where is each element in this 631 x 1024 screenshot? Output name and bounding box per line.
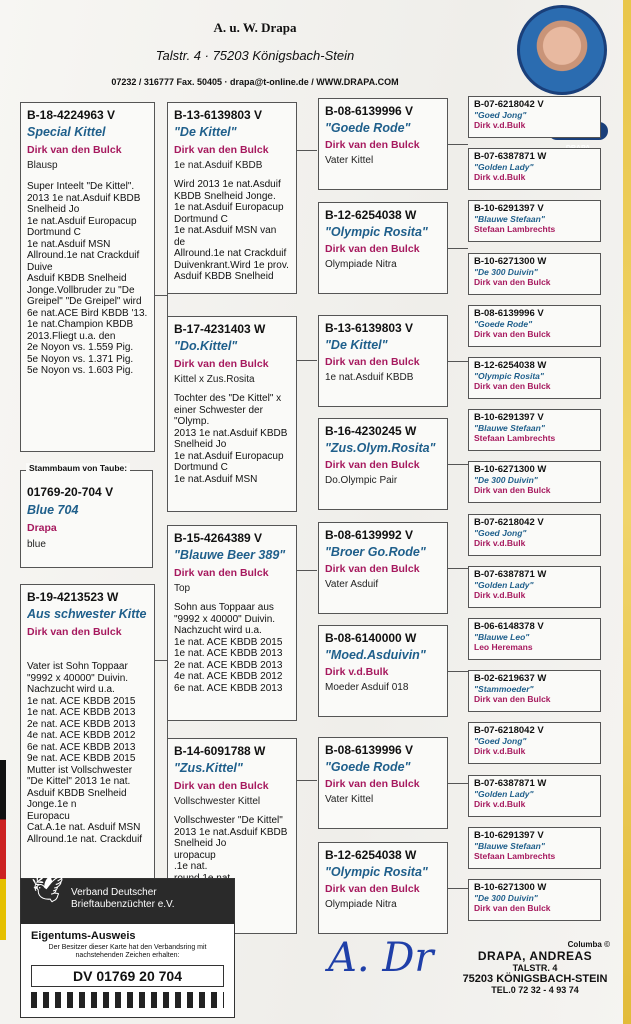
great-grandparent-box	[318, 842, 448, 934]
ancestor-box	[468, 670, 601, 712]
grandparent-name: "De Kittel"	[174, 125, 237, 139]
connector	[448, 361, 468, 362]
ownership-card	[20, 874, 235, 1018]
info-line: Wird 2013 1e nat.Asduif	[174, 179, 281, 190]
ring-number: DV 01769 20 704	[31, 965, 224, 987]
org-line-2: Brieftaubenzüchter e.V.	[71, 899, 175, 910]
ggp-name: "De Kittel"	[325, 338, 388, 352]
info-line: 5e Noyon vs. 1.371 Pig.	[27, 353, 134, 365]
ancestor-name: "Goede Rode"	[474, 318, 533, 329]
info-line: uropacup	[174, 849, 216, 861]
info-line: 2013 1e nat.Asduif KBDB	[174, 826, 288, 838]
great-grandparent-box	[318, 418, 448, 510]
info-line: 1e nat. ACE KBDB 2013	[27, 707, 136, 718]
footer-name: DRAPA, ANDREAS	[477, 949, 593, 963]
ggp-name: "Broer Go.Rode"	[325, 545, 426, 559]
info-line: 2e nat. ACE KBDB 2013	[27, 718, 136, 730]
footer-copyright: Columba ©	[567, 940, 610, 949]
ancestor-breeder: Dirk van den Bulck	[474, 276, 551, 287]
ancestor-name: "Golden Lady"	[474, 788, 534, 799]
ancestor-ring: B-10-6291397 V	[474, 829, 544, 841]
ancestor-ring: B-07-6218042 V	[474, 725, 544, 737]
great-grandparent-box	[318, 737, 448, 829]
ggp-color: Olympiade Nitra	[325, 259, 397, 270]
ancestor-breeder: Dirk v.d.Bulk	[474, 120, 526, 130]
info-line: Asduif KBDB Snelheid	[174, 271, 274, 282]
ancestor-box	[468, 879, 601, 921]
ancestor-box	[468, 305, 601, 347]
ancestor-box	[468, 148, 601, 190]
header-address: Talstr. 4 · 75203 Königsbach-Stein	[155, 48, 355, 63]
ancestor-breeder: Leo Heremans	[474, 642, 533, 652]
info-line: "Olymp.	[174, 416, 210, 427]
info-line: 6e nat. ACE KBDB 2013	[174, 682, 283, 694]
info-line: KBDB Snelheid Jonge.	[174, 190, 276, 202]
connector	[448, 888, 468, 889]
connector	[297, 780, 317, 781]
great-grandparent-box	[318, 202, 448, 294]
ggp-color: Do.Olympic Pair	[325, 475, 398, 486]
ancestor-box	[468, 618, 601, 660]
ggp-ring: B-08-6139996 V	[325, 104, 414, 118]
footer-street: TALSTR. 4	[512, 963, 558, 973]
subject-label: Stammbaum von Taube:	[26, 463, 130, 473]
ggp-ring: B-08-6139992 V	[325, 528, 414, 542]
card-edge-stripe	[623, 0, 631, 1024]
ancestor-breeder: Dirk v.d.Bulk	[474, 172, 526, 183]
great-grandparent-box	[318, 315, 448, 407]
info-line: 1e nat.Asduif Europacup	[27, 215, 137, 227]
info-line: 2013 1e nat.Asduif KBDB	[27, 192, 141, 204]
info-line: Cat.A.1e nat. Asduif MSN	[27, 822, 141, 833]
info-line: Nachzucht wird u.a.	[174, 625, 262, 636]
subject-breeder: Drapa	[27, 522, 57, 534]
header-title: A. u. W. Drapa	[213, 20, 297, 35]
ggp-breeder: Dirk van den Bulck	[325, 778, 420, 790]
ancestor-breeder: Stefaan Lambrechts	[474, 224, 556, 235]
grandparent-ring: B-13-6139803 V	[174, 108, 263, 122]
grandparent-ring: B-17-4231403 W	[174, 322, 266, 336]
grandparent-box	[167, 316, 297, 512]
ownership-subtitle: Der Besitzer dieser Karte hat den Verbandsring mit nachstehenden Zeichen erhalten:	[48, 944, 207, 959]
info-line: Mutter ist Vollschwester	[27, 764, 133, 776]
header-contact: 07232 / 316777 Fax. 50405 · drapa@t-online.de / WWW.DRAPA.COM	[111, 77, 399, 87]
ancestor-breeder: Dirk van den Bulck	[474, 903, 551, 913]
ancestor-ring: B-10-6271300 W	[474, 882, 547, 893]
grandparent-color: Vollschwester Kittel	[174, 796, 261, 807]
ancestor-box	[468, 566, 601, 608]
ggp-breeder: Dirk v.d.Bulk	[325, 666, 389, 678]
ancestor-name: "Blauwe Leo"	[474, 632, 530, 642]
ownership-title: Eigentums-Ausweis	[31, 930, 136, 942]
info-line: Nachzucht wird u.a.	[27, 684, 115, 695]
info-line: .1e nat.	[174, 861, 208, 872]
ggp-breeder: Dirk van den Bulck	[325, 356, 420, 368]
ancestor-ring: B-10-6291397 V	[474, 412, 544, 424]
ancestor-breeder: Stefaan Lambrechts	[474, 850, 556, 861]
ggp-color: 1e nat.Asduif KBDB	[325, 372, 414, 383]
connector	[297, 570, 317, 571]
info-line: 2e nat. ACE KBDB 2013	[174, 659, 283, 671]
connector	[448, 671, 468, 672]
info-line: 1e nat.Champion KBDB	[27, 319, 134, 330]
info-line: 2013 1e nat.Asduif KBDB	[174, 427, 288, 439]
grandparent-box	[167, 525, 297, 721]
flag-stripe	[0, 760, 6, 940]
ggp-ring: B-16-4230245 W	[325, 424, 417, 438]
info-line: Duivenkrant.Wird 1e prov.	[174, 259, 289, 271]
info-line: "9992 x 40000" Duivin.	[27, 672, 129, 684]
ancestor-name: "Goed Jong"	[474, 736, 527, 747]
ggp-ring: B-12-6254038 W	[325, 208, 417, 222]
ggp-name: "Goede Rode"	[325, 760, 411, 774]
grandparent-ring: B-15-4264389 V	[174, 531, 263, 545]
subject-name: Blue 704	[27, 503, 79, 517]
info-line: 6e nat.ACE Bird KBDB '13.	[27, 307, 148, 319]
sire-ring: B-18-4224963 V	[27, 108, 116, 122]
ancestor-ring: B-10-6291397 V	[474, 203, 544, 215]
grandparent-color: 1e nat.Asduif KBDB	[174, 160, 263, 171]
grandparent-breeder: Dirk van den Bulck	[174, 780, 269, 792]
ggp-breeder: Dirk van den Bulck	[325, 459, 420, 471]
grandparent-name: "Do.Kittel"	[174, 339, 238, 353]
info-line: 1e nat.Asduif Europacup	[174, 450, 284, 462]
ancestor-box	[468, 722, 601, 764]
ancestor-name: "Golden Lady"	[474, 162, 534, 173]
ggp-breeder: Dirk van den Bulck	[325, 883, 420, 895]
grandparent-breeder: Dirk van den Bulck	[174, 567, 269, 579]
ggp-name: "Zus.Olym.Rosita"	[325, 441, 436, 455]
ancestor-breeder: Stefaan Lambrechts	[474, 433, 556, 444]
connector	[448, 568, 468, 569]
grandparent-info	[174, 393, 290, 485]
ggp-color: Vater Kittel	[325, 155, 374, 166]
sire-info	[27, 181, 148, 377]
info-line: einer Schwester der	[174, 404, 263, 416]
info-line: Greipel" "De Greipel" wird	[27, 296, 142, 307]
grandparent-breeder: Dirk van den Bulck	[174, 144, 269, 156]
ggp-color: Vater Kittel	[325, 794, 374, 805]
owner-photo	[517, 5, 607, 95]
sire-box	[20, 102, 155, 452]
ancestor-box	[468, 461, 601, 503]
ancestor-ring: B-07-6387871 W	[474, 568, 547, 580]
ancestor-ring: B-08-6139996 V	[474, 307, 544, 319]
info-line: 4e nat. ACE KBDB 2012	[174, 671, 283, 682]
grandparent-color: Top	[174, 583, 191, 594]
info-line: 2e Noyon vs. 1.559 Pig.	[27, 342, 134, 353]
info-line: "De Kittel" 2013 1e nat.	[27, 776, 131, 787]
info-line: 1e nat.Asduif MSN van de	[174, 225, 277, 248]
ancestor-box	[468, 200, 601, 242]
connector	[297, 150, 317, 151]
ancestor-ring: B-07-6387871 W	[474, 777, 547, 789]
ggp-name: "Olympic Rosita"	[325, 865, 428, 879]
info-line: Snelheid Jo	[174, 439, 227, 450]
connector	[155, 295, 167, 296]
org-line-1: Verband Deutscher	[71, 887, 157, 898]
grandparent-color: Kittel x Zus.Rosita	[174, 374, 255, 385]
dam-info	[27, 661, 148, 845]
info-line: Snelheid Jo	[174, 838, 227, 849]
sire-breeder: Dirk van den Bulck	[27, 144, 122, 156]
great-grandparent-box	[318, 522, 448, 614]
ggp-ring: B-12-6254038 W	[325, 848, 417, 862]
grandparent-info	[174, 179, 290, 283]
ancestor-ring: B-07-6387871 W	[474, 151, 547, 163]
ggp-ring: B-13-6139803 V	[325, 321, 414, 335]
ancestor-breeder: Dirk v.d.Bulk	[474, 537, 526, 548]
info-line: Jonge.Vollbruder zu "De	[27, 284, 135, 296]
ancestor-name: "De 300 Duivin"	[474, 266, 538, 277]
footer-city: 75203 KÖNIGSBACH-STEIN	[462, 973, 608, 985]
info-line: 4e nat. ACE KBDB 2012	[27, 730, 136, 741]
ggp-name: "Goede Rode"	[325, 121, 411, 135]
info-line: 1e nat.Asduif Europacup	[174, 202, 284, 213]
ggp-color: Olympiade Nitra	[325, 899, 397, 910]
ancestor-breeder: Dirk v.d.Bulk	[474, 798, 526, 809]
info-line: Europacu	[27, 810, 70, 822]
grandparent-name: "Zus.Kittel"	[174, 761, 243, 775]
dam-name: Aus schwester Kitte	[27, 607, 147, 621]
signature: A. Dr	[328, 935, 434, 981]
ownership-card-header	[21, 874, 234, 924]
ancestor-box	[468, 514, 601, 556]
ancestor-breeder: Dirk v.d.Bulk	[474, 746, 526, 757]
info-line: Asduif KBDB Snelheid	[27, 787, 127, 799]
info-line: 6e nat. ACE KBDB 2013	[27, 741, 136, 753]
info-line: Allround.1e nat Crackduif	[27, 250, 140, 261]
footer-tel: TEL.0 72 32 - 4 93 74	[491, 985, 579, 995]
ancestor-breeder: Dirk van den Bulck	[474, 485, 551, 496]
ancestor-name: "De 300 Duivin"	[474, 475, 538, 486]
ggp-name: "Moed.Asduivin"	[325, 648, 426, 662]
ggp-color: Moeder Asduif 018	[325, 682, 409, 693]
info-line: Duive	[27, 261, 53, 273]
grandparent-name: "Blauwe Beer 389"	[174, 548, 286, 562]
info-line: 1e nat.Asduif MSN	[174, 473, 258, 485]
dam-ring: B-19-4213523 W	[27, 590, 119, 604]
info-line: 1e nat.Asduif MSN	[27, 238, 111, 250]
subject-box	[20, 470, 153, 568]
info-line: 5e Noyon vs. 1.603 Pig.	[27, 365, 134, 376]
info-line: "9992 x 40000" Duivin.	[174, 613, 276, 625]
ancestor-name: "Olympic Rosita"	[474, 371, 544, 381]
ancestor-name: "Blauwe Stefaan"	[474, 214, 545, 225]
ancestor-name: "Goed Jong"	[474, 527, 527, 538]
pigeon-logo-icon: 🕊	[31, 874, 65, 904]
dam-box	[20, 584, 155, 884]
info-line: Jonge.1e n	[27, 799, 77, 810]
info-line: Asduif KBDB Snelheid	[27, 273, 127, 284]
connector	[448, 248, 468, 249]
info-line: 9e nat. ACE KBDB 2015	[27, 753, 136, 764]
ancestor-box	[468, 253, 601, 295]
ancestor-box	[468, 96, 601, 138]
info-line: Dortmund C	[27, 227, 81, 238]
subject-color: blue	[27, 539, 46, 550]
ancestor-box	[468, 357, 601, 399]
connector	[297, 360, 317, 361]
subject-ring: 01769-20-704 V	[27, 485, 114, 499]
ggp-ring: B-08-6139996 V	[325, 743, 414, 757]
connector	[448, 144, 468, 145]
sire-color: Blausp	[27, 160, 58, 171]
great-grandparent-box	[318, 625, 448, 717]
info-line: Sohn aus Toppaar aus	[174, 602, 274, 613]
info-line: Snelheid Jo	[27, 204, 80, 215]
ancestor-ring: B-10-6271300 W	[474, 464, 547, 476]
ggp-breeder: Dirk van den Bulck	[325, 243, 420, 255]
ancestor-ring: B-07-6218042 V	[474, 516, 544, 528]
ancestor-box	[468, 827, 601, 869]
card-pattern	[31, 992, 224, 1008]
grandparent-breeder: Dirk van den Bulck	[174, 358, 269, 370]
info-line: Dortmund C	[174, 462, 228, 473]
ancestor-breeder: Dirk v.d.Bulk	[474, 589, 526, 600]
ancestor-ring: B-10-6271300 W	[474, 255, 547, 267]
ggp-breeder: Dirk van den Bulck	[325, 139, 420, 151]
ancestor-ring: B-02-6219637 W	[474, 673, 547, 685]
footer	[460, 940, 610, 995]
connector	[448, 783, 468, 784]
connector	[155, 660, 167, 661]
info-line: Tochter des "De Kittel" x	[174, 393, 282, 404]
great-grandparent-box	[318, 98, 448, 190]
info-line: 1e nat. ACE KBDB 2013	[174, 648, 283, 659]
info-line: Vollschwester "De Kittel"	[174, 815, 283, 826]
info-line: 1e nat. ACE KBDB 2015	[27, 695, 136, 707]
grandparent-ring: B-14-6091788 W	[174, 744, 266, 758]
ancestor-ring: B-06-6148378 V	[474, 621, 544, 632]
ancestor-name: "Golden Lady"	[474, 579, 534, 590]
info-line: Allround.1e nat. Crackduif	[27, 833, 143, 845]
sire-name: Special Kittel	[27, 125, 106, 139]
ancestor-ring: B-07-6218042 V	[474, 99, 544, 110]
ancestor-name: "Stammoeder"	[474, 684, 534, 695]
ancestor-name: "Goed Jong"	[474, 110, 527, 120]
ancestor-name: "Blauwe Stefaan"	[474, 423, 545, 434]
ancestor-name: "Blauwe Stefaan"	[474, 840, 545, 851]
ggp-name: "Olympic Rosita"	[325, 225, 428, 239]
ancestor-breeder: Dirk van den Bulck	[474, 694, 551, 705]
info-line: Allround.1e nat Crackduif	[174, 248, 287, 259]
connector	[448, 464, 468, 465]
info-line: Vater ist Sohn Toppaar	[27, 661, 128, 672]
info-line: Super Inteelt "De Kittel".	[27, 181, 135, 192]
ancestor-breeder: Dirk van den Bulck	[474, 328, 551, 339]
grandparent-box	[167, 102, 297, 294]
ancestor-name: "De 300 Duivin"	[474, 893, 538, 903]
ancestor-breeder: Dirk van den Bulck	[474, 381, 551, 391]
info-line: 1e nat. ACE KBDB 2015	[174, 636, 283, 648]
ancestor-box	[468, 775, 601, 817]
ggp-breeder: Dirk van den Bulck	[325, 563, 420, 575]
ggp-ring: B-08-6140000 W	[325, 631, 417, 645]
ancestor-ring: B-12-6254038 W	[474, 360, 547, 371]
info-line: 2013.Fliegt u.a. den	[27, 330, 116, 342]
grandparent-info	[174, 602, 290, 694]
dam-breeder: Dirk van den Bulck	[27, 626, 122, 638]
ancestor-box	[468, 409, 601, 451]
ggp-color: Vater Asduif	[325, 579, 379, 590]
info-line: Dortmund C	[174, 213, 228, 225]
